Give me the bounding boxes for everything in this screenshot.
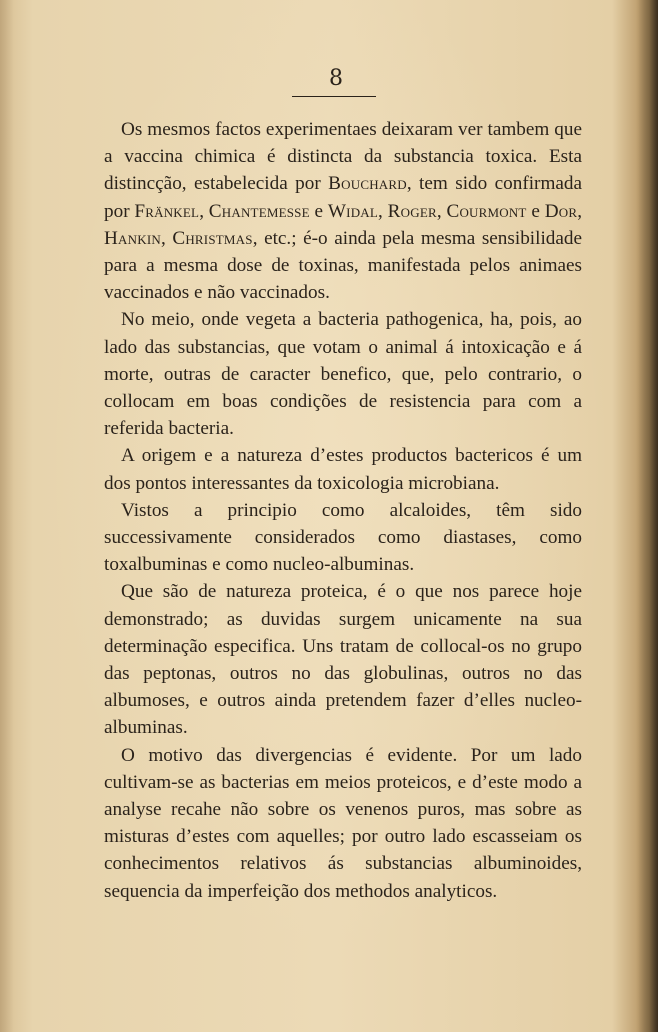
text-run: O motivo das divergencias é evidente. Por um lado cultivam-se as bacterias em meios proteicos, e d’este modo a analyse recahe não sobre os venenos puros, mas sobre as misturas d’estes com aquelles; por outro lado escasseiam os conhecimentos relativos ás substancias albuminoides, sequencia da imperfeição dos methodos analyticos. [104,744,582,902]
paragraph-2 [104,306,582,442]
author-name: Chantemesse [208,200,310,222]
text-run: , etc.; é-o ainda pela mesma sensibilidade para a mesma dose de toxinas, manifestada pelos animaes vaccinados e não vaccinados. [104,227,583,304]
author-name: Hankin [104,227,161,249]
page-left-edge [0,0,14,1032]
text-run: Os mesmos factos experimentaes deixaram ver tambem que a vaccina chimica é distincta da substancia toxica. Esta distincção, estabelecida por [104,119,582,195]
page-number: 8 [329,66,343,91]
text-run: Que são de natureza proteica, é o que nos parece hoje demonstrado; as duvidas surgem unicamente na sua determinação especifica. Uns tratam de collocal-os no grupo das peptonas, outros no das globulinas, outros no das albumoses, e outros ainda pretendem fazer d’elles nucleo-albuminas. [104,581,582,739]
binding-gutter-shadow [636,0,658,1032]
text-run: , [577,200,583,222]
text-run: , tem sido confirmada por [104,173,582,222]
text-run: , [199,200,209,222]
author-name: Fränkel [134,200,200,222]
paragraph-4 [104,497,582,579]
author-name: Roger [387,200,437,222]
author-name: Bouchard [328,173,407,195]
body-text [104,116,582,905]
author-name: Courmont [446,200,527,222]
text-run: Vistos a principio como alcaloides, têm sido successivamente considerados como diastases, como toxalbuminas e como nucleo-albuminas. [104,499,582,576]
text-run: A origem e a natureza d’estes productos bactericos é um dos pontos interessantes da toxicologia microbiana. [104,445,582,494]
paragraph-1 [104,116,582,306]
text-run: e [309,200,328,222]
paragraph-5 [104,578,582,741]
text-run: No meio, onde vegeta a bacteria pathogenica, ha, pois, ao lado das substancias, que votam o animal á intoxicação e á morte, outras de caracter benefico, que, pelo contrario, o collocam em boas condições de resistencia para com a referida bacteria. [104,309,582,440]
author-name: Christmas [172,227,253,249]
text-run: , [378,200,388,222]
text-run: , [436,200,447,222]
text-run: , [160,227,173,249]
page-number-rule [292,96,376,97]
text-run: e [526,200,545,222]
paragraph-6 [104,742,582,905]
author-name: Dor [544,200,578,222]
paragraph-3 [104,442,582,496]
author-name: Widal [327,200,379,222]
